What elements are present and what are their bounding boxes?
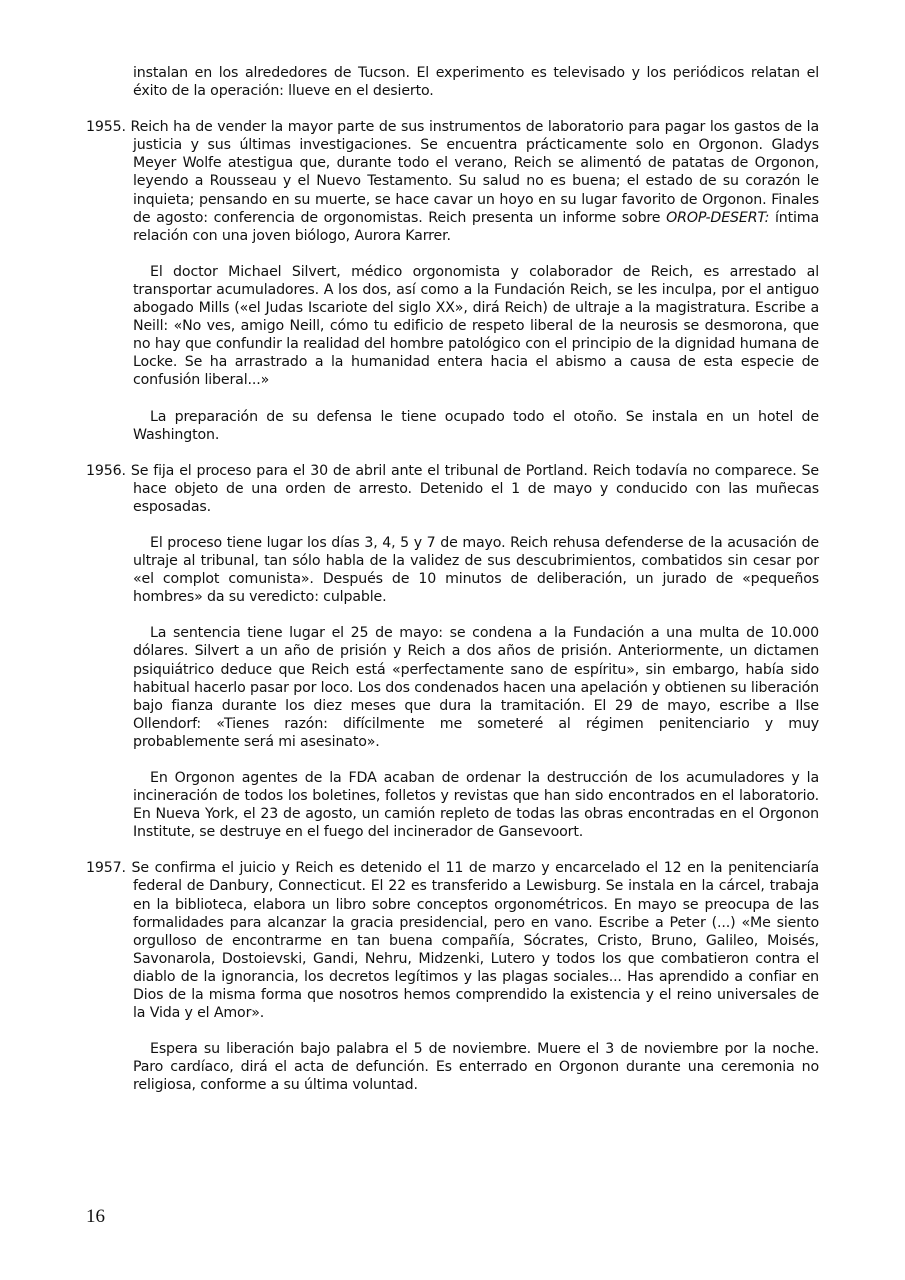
paragraph-year-1955 [86, 118, 819, 245]
paragraph-text: Se confirma el juicio y Reich es detenido el 11 de marzo y encarcelado el 12 en la penitenciaría federal de Danbury, Connecticut. El 22 es transferido a Lewisburg. Se instala en la cárcel, trabaja en la biblioteca, elabora un libro sobre conceptos orgonométricos. En mayo se preocupa de las formalidades para alcanzar la gracia presidencial, pero en vano. Escribe a Peter (...) «Me siento orgulloso de encontrarme en tan buena compañía, Sócrates, Cristo, Bruno, Galileo, Moisés, Savonarola, Dostoievski, Gandi, Nehru, Midzenki, Lutero y todos los que combatieron contra el diablo de la ignorancia, los decretos legítimos y las plagas sociales... Has aprendido a confiar en Dios de la misma forma que nosotros hemos comprendido la existencia y el reino universales de la Vida y el Amor». [125, 860, 819, 1022]
paragraph-fda-destruction: En Orgonon agentes de la FDA acaban de ordenar la destrucción de los acumuladores y la incineración de todos los boletines, folletos y revistas que han sido encontrados en el laboratorio. En Nueva York, el 23 de agosto, un camión repleto de todas las obras encontradas en el Orgonon Institute, se destruye en el fuego del incinerador de Gansevoort. [133, 770, 819, 841]
year-label: 1956. [86, 462, 126, 479]
year-label: 1955. [86, 119, 126, 136]
paragraph-defense-preparation: La preparación de su defensa le tiene ocupado todo el otoño. Se instala en un hotel de Washington. [133, 408, 819, 443]
paragraph-text: Se fija el proceso para el 30 de abril ante el tribunal de Portland. Reich todavía no comparece. Se hace objeto de una orden de arresto. Detenido el 1 de mayo y conducido con las muñecas esposadas. [125, 462, 819, 515]
paragraph-year-1957 [86, 859, 819, 1022]
paragraph-continuation: instalan en los alrededores de Tucson. El experimento es televisado y los periódicos relatan el éxito de la operación: llueve en el desierto. [133, 65, 819, 100]
paragraph-text: íntima relación con una joven biólogo, Aurora Karrer. [133, 209, 819, 244]
paragraph-text: Reich ha de vender la mayor parte de sus instrumentos de laboratorio para pagar los gastos de la justicia y sus últimas investigaciones. Se encuentra prácticamente solo en Orgonon. Gladys Meyer Wolfe atestigua que, durante todo el verano, Reich se alimentó de patatas de Orgonon, leyendo a Rousseau y el Nuevo Testamento. Su salud no es buena; el estado de su corazón le inquieta; pensando en su muerte, se hace cavar un hoyo en su lugar favorito de Orgonon. Finales de agosto: conferencia de orgonomistas. Reich presenta un informe sobre [125, 119, 819, 226]
paragraph-death: Espera su liberación bajo palabra el 5 de noviembre. Muere el 3 de noviembre por la noche. Paro cardíaco, dirá el acta de defunción. Es enterrado en Orgonon durante una ceremonia no religiosa, conforme a su última voluntad. [133, 1041, 819, 1094]
paragraph-trial: El proceso tiene lugar los días 3, 4, 5 y 7 de mayo. Reich rehusa defenderse de la acusación de ultraje al tribunal, tan sólo habla de la validez de sus descubrimientos, combatidos sin cesar por «el complot comunista». Después de 10 minutos de deliberación, un jurado de «pequeños hombres» da su veredicto: culpable. [133, 534, 819, 606]
paragraph-silvert-arrest: El doctor Michael Silvert, médico orgonomista y colaborador de Reich, es arrestado al transportar acumuladores. A los dos, así como a la Fundación Reich, se les inculpa, por el antiguo abogado Mills («el Judas Iscariote del siglo XX», dirá Reich) de ultraje a la magistratura. Escribe a Neill: «No ves, amigo Neill, cómo tu edificio de respeto liberal de la neurosis se desmorona, que no hay que confundir la realidad del hombre patológico con el principio de la dignidad humana de Locke. Se ha arrastrado a la humanidad entera hacia el abismo a causa de esta especie de confusión liberal...» [133, 263, 819, 389]
paragraph-year-1956 [86, 462, 819, 516]
year-label: 1957. [86, 860, 126, 877]
paragraph-sentence: La sentencia tiene lugar el 25 de mayo: se condena a la Fundación a una multa de 10.000 dólares. Silvert a un año de prisión y Reich a dos años de prisión. Anteriormente, un dictamen psiquiátrico deduce que Reich está «perfectamente sano de espíritu», sin embargo, había sido habitual hacerlo pasar por loco. Los dos condenados hacen una apelación y obtienen su liberación bajo fianza durante los diez meses que dura la tramitación. El 29 de mayo, escribe a Ilse Ollendorf: «Tienes razón: difícilmente me someteré al régimen penitenciario y muy probablemente será mi asesinato». [133, 625, 819, 750]
page-number: 16 [86, 1206, 105, 1227]
document-page-body [86, 64, 819, 1113]
italic-title: OROP-DESERT: [666, 209, 770, 226]
